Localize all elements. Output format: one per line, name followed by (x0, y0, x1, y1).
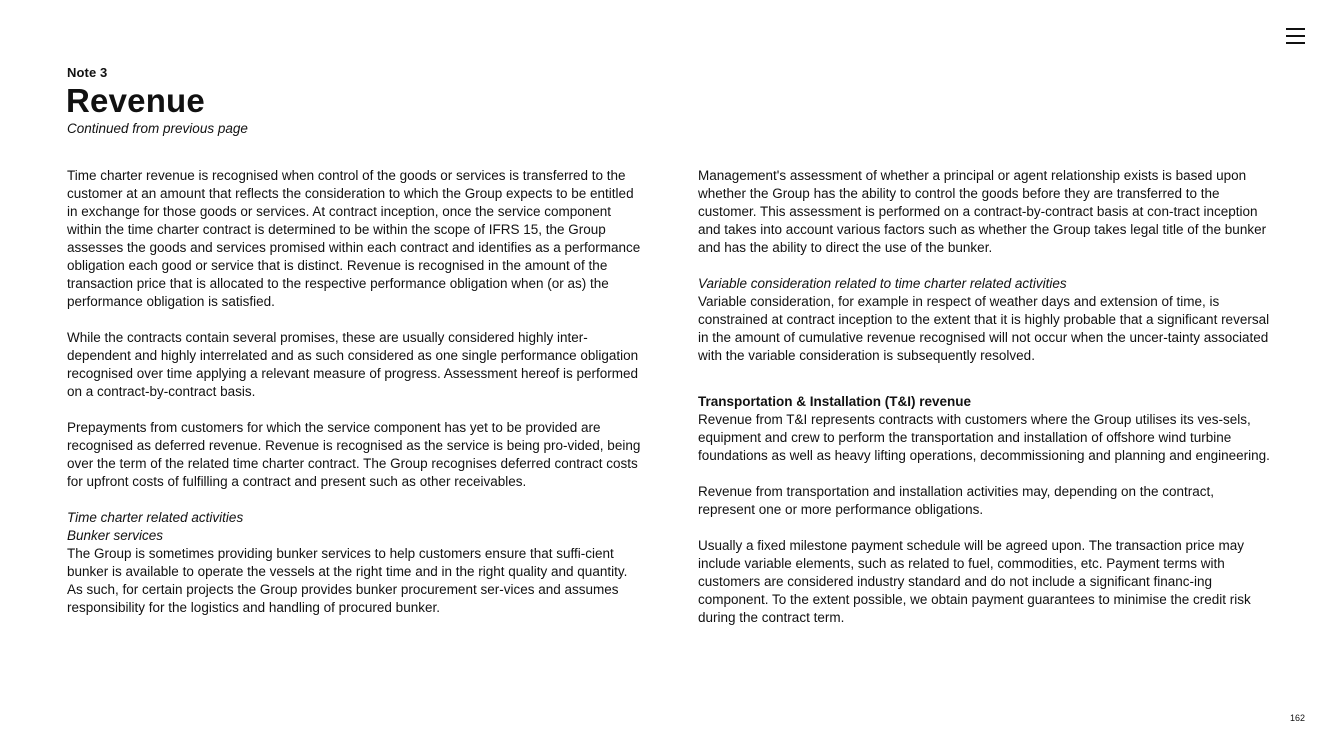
left-column (67, 167, 642, 617)
menu-icon-bar (1286, 35, 1305, 37)
section-heading: Variable consideration related to time charter related activities (698, 276, 1067, 291)
menu-icon-bar (1286, 42, 1305, 44)
paragraph: Time charter revenue is recognised when control of the goods or services is transferred to the customer at an amount that reflects the consideration to which the Group expects to be entitled in exchange for those goods or services. At contract inception, once the service component within the time charter contract is determined to be within the scope of IFRS 15, the Group assesses the goods and services promised within each contract and identifies as a performance obligation each good or service that is distinct. Revenue is recognised in the amount of the transaction price that is allocated to the respective performance obligation when (or as) the performance obligation is satisfied. (67, 168, 641, 309)
paragraph: Revenue from T&I represents contracts with customers where the Group utilises its ves-sels, equipment and crew to perform the transportation and installation of offshore wind turbine foundations as well as heavy lifting operations, decommissioning and planning and engineering. (698, 412, 1270, 463)
paragraph: The Group is sometimes providing bunker services to help customers ensure that suffi-cient bunker is available to operate the vessels at the right time and in the right quality and quantity. As such, for certain projects the Group provides bunker procurement ser-vices and assumes responsibility for the logistics and handling of procured bunker. (67, 546, 628, 615)
menu-icon[interactable] (1286, 27, 1306, 45)
right-column (698, 167, 1270, 627)
note-label: Note 3 (67, 65, 108, 80)
menu-icon-bar (1286, 28, 1305, 30)
page-number: 162 (1290, 713, 1306, 723)
paragraph: Prepayments from customers for which the service component has yet to be provided are recognised as deferred revenue. Revenue is recognised as the service is being pro-vided, being over the term of the related time charter contract. The Group recognises deferred contract costs for upfront costs of fulfilling a contract and present such as other receivables. (67, 420, 641, 489)
paragraph: While the contracts contain several promises, these are usually considered highly inter-dependent and highly interrelated and as such considered as one single performance obligation recognised over time applying a relevant measure of progress. Assessment hereof is performed on a contract-by-contract basis. (67, 330, 639, 399)
paragraph: Management's assessment of whether a principal or agent relationship exists is based upon whether the Group has the ability to control the goods before they are transferred to the customer. This assessment is performed on a contract-by-contract basis at con-tract inception and takes into account various factors such as whether the Group takes legal title of the bunker and has the ability to direct the use of the bunker. (698, 168, 1267, 255)
section-heading: Transportation & Installation (T&I) revenue (698, 394, 972, 409)
page-title: Revenue (66, 82, 205, 119)
paragraph: Revenue from transportation and installation activities may, depending on the contract, represent one or more performance obligations. (698, 484, 1215, 517)
paragraph: Variable consideration, for example in respect of weather days and extension of time, is constrained at contract inception to the extent that it is highly probable that a significant reversal in the amount of cumulative revenue recognised will not occur when the uncer-tainty associated with the variable consideration is subsequently resolved. (698, 294, 1270, 363)
page-subtitle: Continued from previous page (67, 121, 248, 136)
section-subheading: Bunker services (67, 528, 164, 543)
section-heading: Time charter related activities (67, 510, 244, 525)
paragraph: Usually a fixed milestone payment schedule will be agreed upon. The transaction price may include variable elements, such as related to fuel, commodities, etc. Payment terms with customers are considered industry standard and do not include a significant financ-ing component. To the extent possible, we obtain payment guarantees to minimise the credit risk during the contract term. (698, 538, 1251, 625)
